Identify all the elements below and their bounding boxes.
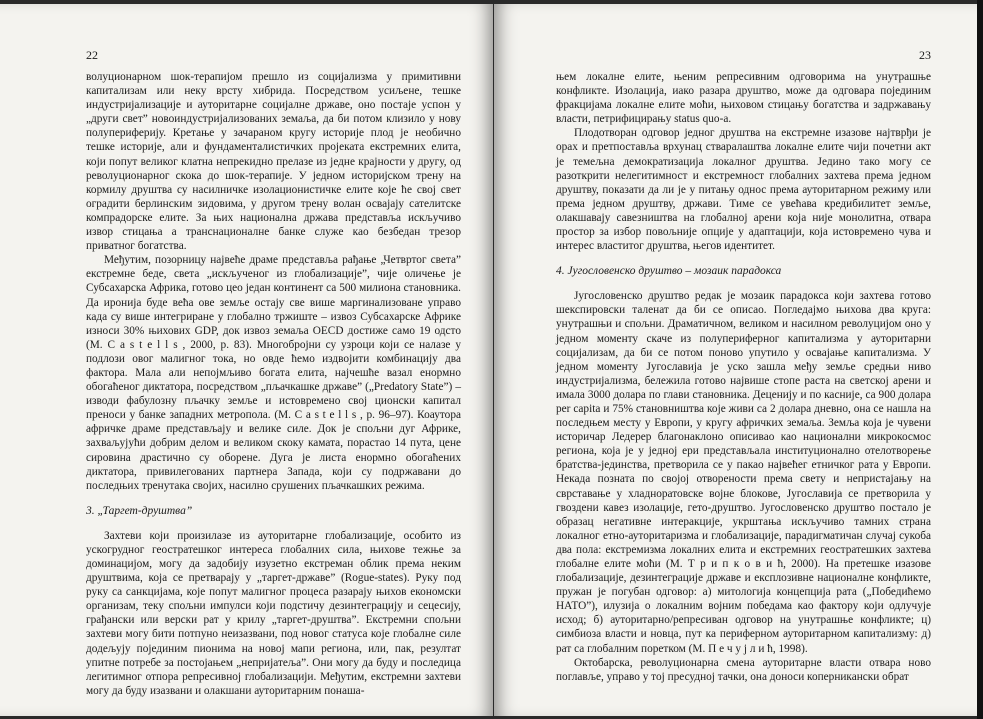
page-number: 23 (919, 48, 931, 62)
paragraph: волуционарном шок-терапијом прешло из социјализма у примитивни капитализам или неку врсту хибрида. Посредством усиљене, тешке индустријализације и ауторитарне социјалне државе, оно постаје успон у „други свет” новоиндустријализованих земаља, да би потом клизило у нову полупериферију. Кретање у зачараном кругу историје плод је необично тешке историје, али и фундаменталистичких пројеката екстремних елита, који попут великог клатна непрекидно прелазе из једне крајности у другу, од револуционарног скока до шок-терапије. У једном историјском трену на кормилу друштва су насилничке изолационистичке елите које ће свој свет оградити берлинским зидовима, у другом трену волан освајају сателитске компрадорске елите. За њих национална држава представља искључиво извор стицања а транснационалне банке служе као безбедан трезор приватног богатства. (86, 71, 461, 253)
paragraph: Захтеви који произилазе из ауторитарне глобализације, особито из ускогрудног геостратешког интереса глобалних сила, њихове тежње за доминацијом, могу да задобију изузетно екстреман облик према неким друштвима, која се претварају у „таргет-државе” (Rogue-states). Руку под руку са санкцијама, које попут малигног процеса разарају њихов економски организам, теку спољни импулси који подстичу дезинтеграцију и сецесију, грађански или верски рат у крилу „таргет-друштва”. Екстремни спољни захтеви могу бити потпуно неизазвани, под новог статуса које глобалне силе додељују појединим пионима на новој мапи региона, или, пак, резултат упитне потребе за постојањем „непријатеља”. Они могу да буду и последица легитимног отпора репресивној глобализацији. Међутим, екстремни захтеви могу да буду изазвани и олакшани ауторитарним понаша- (86, 529, 461, 697)
paragraph: Међутим, позорницу највеће драме представља рађање „Четвртог света” екстремне беде, света „искљученог из глобализације”, чије оличење је Субсахарска Африка, готово цео један континент са 500 милиона становника. Да иронија буде већа ове земље остају све више маргинализоване управо када су више интегриране у глобално тржиште – извоз Субсахарске Африке износи 30% њихових GDP, док извоз земаља OECD достиже само 19 одсто (M. C a s t e l l s , 2000, p. 83). Многобројни су узроци који се налазе у подлози овог малигног тока, но овде ћемо издвојити комбинацију два фактора. Мала али непојмљиво богата елита, најчешће вазал енормно обогаћеног диктатора, посредством „пљачкашке државе” („Predatory State”) – изводи фабулозну пљачку земље и истовремено свој ционски капитал преноси у банке западних метропола. (M. C a s t e l l s , p. 96–97). Коаутора афричке драме представљају и велике силе. Док је спољни дуг Африке, захваљујући добрим делом и великом скоку камата, порастао 14 пута, цене сировина драстично су оборене. Дуга је листа енормно обогаћених диктатора, привилегованих партнера Запада, који су подржавани до последњих тренутака својих, насилно срушених пљачкашких режима. (86, 254, 461, 492)
paragraph: Плодотворан одговор једног друштва на екстремне изазове најтврђи је орах и претпоставља врхунац стваралаштва локалне елите чији почетни акт је темељна демократизација локалног друштва. Једино тако могу се разоткрити нелегитимност и екстремност глобалних захтева према једном друштву, показати да ли је у питању однос према ауторитарном режиму или према једном друштву, држави. Тиме се увећава кредибилитет земље, олакшавају савезништва на глобалној арени која није монолитна, отвара простор за избор повољније опције у адаптацији, која истовремено чува и интерес властитог друштва, његов идентитет. (556, 127, 931, 253)
right-page (494, 4, 983, 716)
section-heading: 4. Југословенско друштво – мозаик парадокса (556, 265, 782, 278)
paragraph: Октобарска, револуционарна смена ауторитарне власти отвара ново поглавље, управо у тој пресудној тачки, она доноси коперникански обрат (556, 656, 931, 683)
left-page (0, 4, 493, 716)
scan-edge-right (977, 0, 983, 719)
paragraph: њем локалне елите, њеним репресивним одговорима на унутрашње конфликте. Изолација, иако разара друштво, може да одговара појединим фракцијама локалне елите моћи, њиховом стицању богатства и задржавању власти, петрифицирању status quo-а. (556, 71, 931, 126)
paragraph: Југословенско друштво редак је мозаик парадокса који захтева готово шекспировски таленат да би се описао. Погледајмо њихова два круга: унутрашњи и спољни. Драматичном, великом и насилном револуцијом оно у једном моменту скаче из полупериферног капитализма у ауторитарни социјализам, да би се потом поново упутило у освајање капитализма. У једном моменту Југославија је уско зашла међу земље средњи ниво индустријализма, бележила готово највише стопе раста на светској арени и имала 3000 долара по глави становника. Деценију и по касније, са 900 долара per capita и 75% становништва које живи са 2 долара дневно, она се нашла на последњем месту у Европи, у кругу афричких земаља. Земља која је чувени историчар Ледерер благонаклоно описивао као национални микрокосмос региона, која је у једној ери представљала институционално отелотворење братства-јединства, претворила се у пакао највећег етничког рата у Европи. Некада позната по својој отворености према свету и непристајању на сврставање у хладноратовске војне блокове, Југославија се претворила у гвоздени кавез изолације, гето-друштво. Југословенско друштво постало је образац негативне интеракције, укрштања искључиво тамних страна локалног етно-ауторитаризма и глобализације, парадигматичан случај сукоба два пола: екстремизма локалних елита и екстремних геостратешких захтева глобалне елите моћи (M. Т р и п к о в и ћ, 2000). На претешке изазове глобализације, дезинтеграције државе и експлозивне националне конфликте, пружан је погубан одговор: а) митологија концепција рата („Победићемо НАТО”), илузија о локалним војним победама као фактору који одлучује исход; б) ауторитарно/репресиван одговор на унутрашње конфликте; ц) симбиоза власти и новца, пут ка периферном ауторитарном капитализму: д) рат са глобалним поретком (M. П е ч у ј л и ћ, 1998). (556, 290, 931, 655)
page-number: 22 (86, 48, 98, 62)
section-heading: 3. „Таргет-друштва” (86, 504, 193, 517)
